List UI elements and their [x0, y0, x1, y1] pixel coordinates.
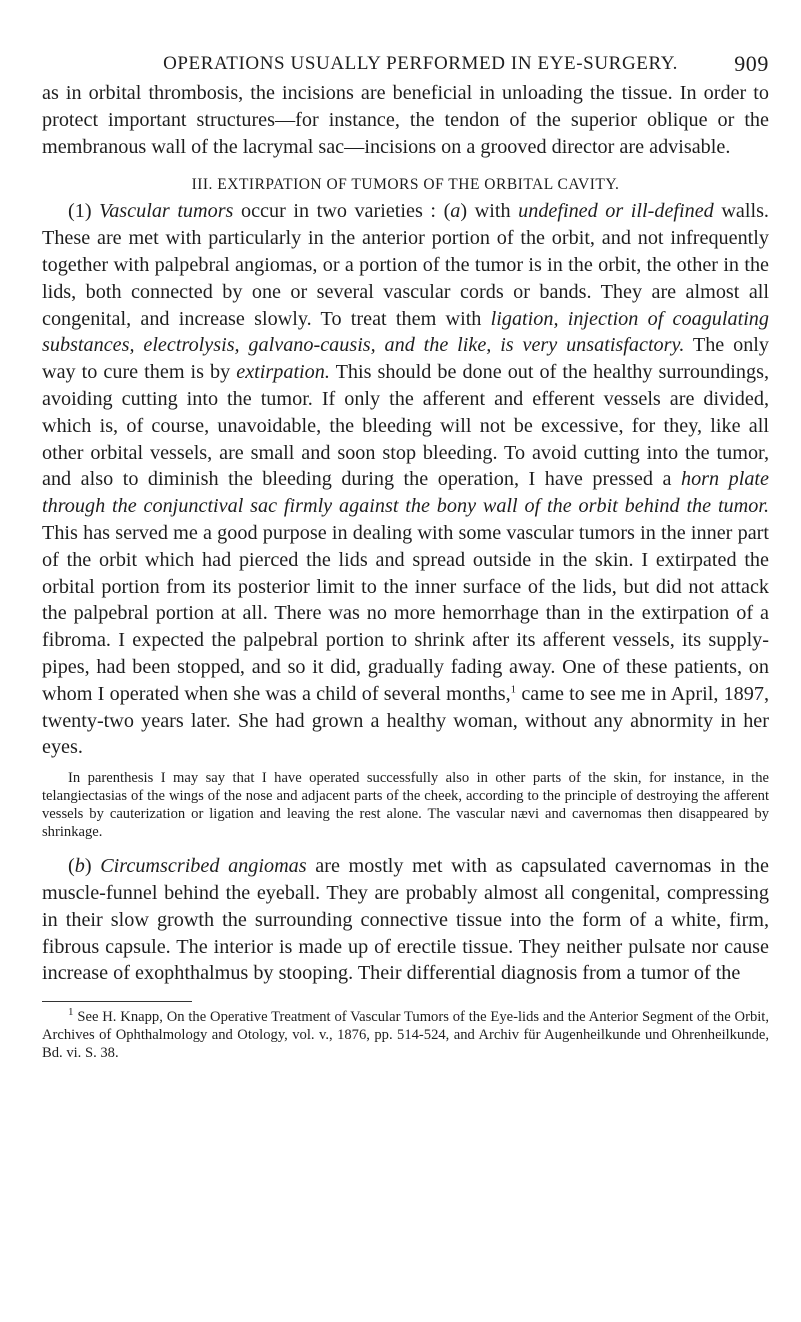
footnote-rule	[42, 1001, 192, 1002]
paragraph-circumscribed-angiomas: (b) Circumscribed angiomas are mostly met with as capsulated cavernomas in the muscle-funnel behind the eyeball. They are probably almost all congenital, compressing in their slow growth the surrounding connective tissue into the form of a white, firm, fibrous capsule. The interior is made up of erectile tissue. They neither pulsate nor cause increase of exophthalmus by stooping. Their differential diagnosis from a tumor of the	[42, 855, 769, 985]
term-undefined-walls: undefined or ill-defined	[518, 200, 714, 223]
paragraph-vascular-tumors: (1) Vascular tumors occur in two varieties : (a) with undefined or ill-defined walls. These are met with particularly in the anterior portion of the orbit, and not infrequently together with palpebral angiomas, or a portion of the tumor is in the orbit, the other in the lids, both connected by one or several vascular cords or bands. They are almost all congenital, and increase slowly. To treat them with ligation, injection of coagulating substances, electrolysis, galvano-causis, and the like, is very unsatisfactory. The only way to cure them is by extirpation. This should be done out of the healthy surroundings, avoiding cutting into the tumor. If only the afferent and efferent vessels are divided, which is, of course, unavoidable, the bleeding will not be excessive, for they, like all other orbital vessels, are small and soon stop bleeding. To avoid cutting into the tumor, and also to diminish the bleeding during the operation, I have pressed a horn plate through the conjunctival sac firmly against the bony wall of the orbit behind the tumor. This has served me a good purpose in dealing with some vascular tumors in the inner part of the orbit which had pierced the lids and spread outside in the skin. I extirpated the orbital portion from its posterior limit to the inner surface of the lids, but did not attack the palpebral portion at all. There was no more hemorrhage than in the extirpation of a fibroma. I expected the palpebral portion to shrink after its afferent vessels, its supply-pipes, had been stopped, and so it did, gradually fading away. One of these patients, on whom I operated when she was a child of several months,$^1$ came to see me in April, 1897, twenty-two years later. She had grown a healthy woman, without any abnormity in her eyes.	[42, 200, 769, 759]
term-vascular-tumors: Vascular tumors	[99, 200, 234, 223]
footnote-mark: 1	[68, 1006, 74, 1019]
small-print-note: In parenthesis I may say that I have operated successfully also in other parts of the skin, for instance, in the telangiectasias of the wings of the nose and adjacent parts of the cheek, according to the principle of destroying the afferent vessels by cauterization or ligation and leaving the rest alone. The vascular nævi and cavernomas then disappeared by shrinkage.	[42, 770, 769, 841]
footnote	[42, 1008, 769, 1062]
paragraph-continuation: as in orbital thrombosis, the incisions are beneficial in unloading the tissue. In order to protect important structures—for instance, the tendon of the superior oblique or the membranous wall of the lacrymal sac—incisions on a grooved director are advisable.	[42, 82, 769, 158]
term-horn-plate: horn plate through the conjunctival sac firmly against the bony wall of the orbit behind the tumor.	[42, 468, 769, 518]
book-page	[42, 48, 769, 1062]
page-number: 909	[734, 51, 769, 76]
term-circumscribed-angiomas: Circumscribed angiomas	[100, 855, 307, 878]
running-head	[42, 48, 769, 80]
term-treatments: ligation, injection of coagulating substances, electrolysis, galvano-causis, and the like, is very unsatisfactory.	[42, 307, 769, 357]
running-title: OPERATIONS USUALLY PERFORMED IN EYE-SURGERY.	[163, 53, 678, 74]
footnote-text: See H. Knapp, On the Operative Treatment of Vascular Tumors of the Eye-lids and the Anterior Segment of the Orbit, Archives of Ophthalmology and Otology, vol. v., 1876, pp. 514-524, and Archiv für Augenheilkunde und Ohrenheilkunde, Bd. vi. S. 38.	[42, 1009, 769, 1062]
term-extirpation: extirpation.	[236, 361, 330, 384]
item-label: (1)	[68, 200, 92, 223]
body-text	[42, 80, 769, 987]
section-heading: III. EXTIRPATION OF TUMORS OF THE ORBITAL CAVITY.	[191, 176, 620, 194]
footnote-reference: 1	[510, 683, 517, 695]
